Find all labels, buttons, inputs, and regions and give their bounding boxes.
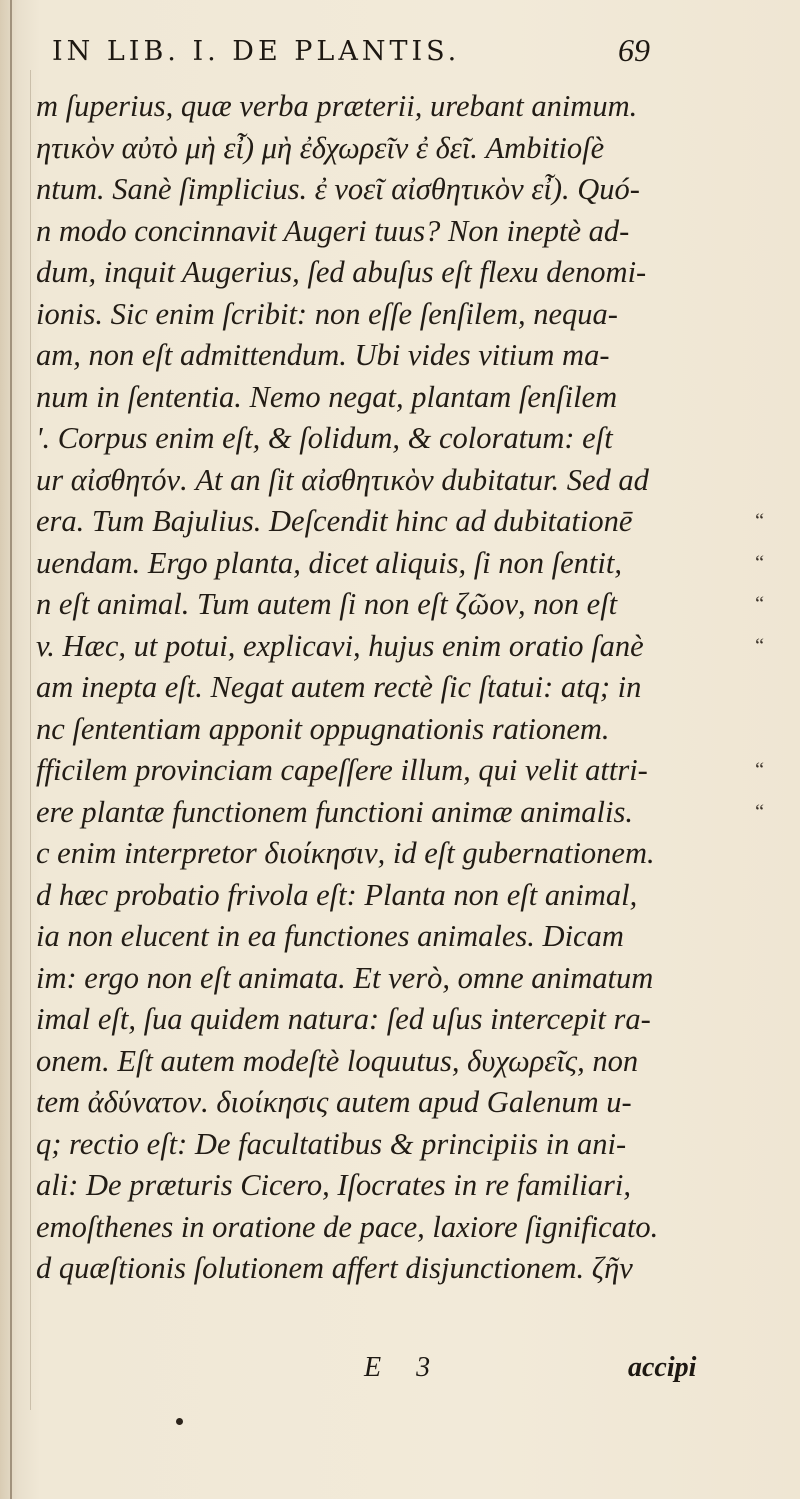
body-text [36,86,764,1290]
text-line [36,1165,764,1207]
text-line [36,1041,764,1083]
text-line [36,294,764,336]
text-line [36,626,764,668]
text-line-content: imal eſt, ſua quidem natura: ſed uſus intercepit ra- [36,1002,651,1036]
text-line-content: m ſuperius, quæ verba præterii, urebant animum. [36,89,638,123]
signature-mark: E 3 [364,1352,445,1383]
text-line-content: q; rectio eſt: De facultatibus & principiis in ani- [36,1126,627,1161]
text-line-content: v. Hæc, ut potui, explicavi, hujus enim oratio ſanè [36,628,644,663]
text-line [36,709,764,751]
gutter-fold [30,70,31,1410]
text-line-content: d hæc probatio frivola eſt: Planta non eſt animal, [36,877,638,912]
text-line [36,750,764,792]
text-line [36,211,764,253]
margin-quote-mark: “ [755,800,764,823]
text-line-content: dum, inquit Augerius, ſed abuſus eſt flexu denomi- [36,255,647,289]
catchword: accipi [628,1352,697,1383]
margin-quote-mark: “ [755,759,764,781]
margin-quote-mark: “ [755,593,764,615]
text-line [36,667,764,709]
text-line-content: emoſthenes in oratione de pace, laxiore ſignificato. [36,1209,659,1244]
text-line-content: ionis. Sic enim ſcribit: non eſſe ſenſilem, nequa- [36,296,618,331]
gutter-shadow [10,0,12,1499]
text-line [36,377,764,419]
text-line [36,1248,764,1290]
text-line [36,584,764,626]
text-line-content: nc ſententiam apponit oppugnationis rationem. [36,711,610,746]
text-line-content: n eſt animal. Tum autem ſi non eſt ζῶον, non eſt [36,587,618,621]
text-line [36,128,764,170]
text-line [36,999,764,1041]
text-line-content: '. Corpus enim eſt, & ſolidum, & coloratum: eſt [36,421,613,455]
text-line-content: ali: De præturis Cicero, Iſocrates in re familiari, [36,1168,632,1202]
text-line [36,169,764,211]
text-line [36,252,764,294]
text-line-content: am, non eſt admittendum. Ubi vides vitium ma- [36,338,610,372]
text-line-content: ur αἰσθητόν. At an ſit αἰσθητικὸν dubitatur. Sed ad [36,462,649,497]
page-header [52,30,772,76]
text-line [36,1082,764,1124]
text-line-content: im: ergo non eſt animata. Et verò, omne animatum [36,960,654,995]
margin-quote-mark: “ [755,634,764,657]
text-line [36,543,764,585]
text-line [36,1207,764,1249]
text-line-content: fficilem provinciam capeſſere illum, qui velit attri- [36,753,648,787]
text-line [36,916,764,958]
text-line [36,418,764,460]
text-line-content: n modo concinnavit Augeri tuus? Non ineptè ad- [36,213,630,248]
text-line-content: ia non elucent in ea functiones animales. Dicam [36,919,624,953]
text-line [36,501,764,543]
text-line-content: onem. Eſt autem modeſtè loquutus, δυχωρεῖς, non [36,1043,639,1078]
text-line-content: uendam. Ergo planta, dicet aliquis, ſi non ſentit, [36,545,622,580]
text-line-content: ntum. Sanè ſimplicius. ἐ νοεῖ αἰσθητικὸν εἶ). Quó- [36,172,640,206]
text-line-content: c enim interpretor διοίκησιν, id eſt gubernationem. [36,836,655,870]
text-line [36,792,764,834]
text-line [36,335,764,377]
text-line-content: ητικὸν αὐτὸ μὴ εἶ) μὴ ἐδχωρεῖν ἐ δεῖ. Ambitioſè [36,130,605,165]
text-line-content: ere plantæ functionem functioni animæ animalis. [36,794,633,829]
text-line-content: d quæſtionis ſolutionem affert disjunctionem. ζῆν [36,1251,633,1285]
text-line [36,958,764,1000]
text-line-content: num in ſententia. Nemo negat, plantam ſenſilem [36,379,618,414]
text-line [36,86,764,128]
text-line [36,875,764,917]
text-line [36,833,764,875]
text-line-content: tem ἀδύνατον. διοίκησις autem apud Galenum u- [36,1085,632,1119]
text-line-content: era. Tum Bajulius. Deſcendit hinc ad dubitationē [36,504,633,538]
page-number: 69 [618,32,650,68]
margin-quote-mark: “ [755,510,764,532]
running-head: IN LIB. I. DE PLANTIS. [52,36,461,67]
ink-spot [176,1418,183,1425]
text-line [36,460,764,502]
page-footer [52,1352,772,1396]
text-line [36,1124,764,1166]
margin-quote-mark: “ [755,551,764,574]
text-line-content: am inepta eſt. Negat autem rectè ſic ſtatui: atq; in [36,670,642,704]
